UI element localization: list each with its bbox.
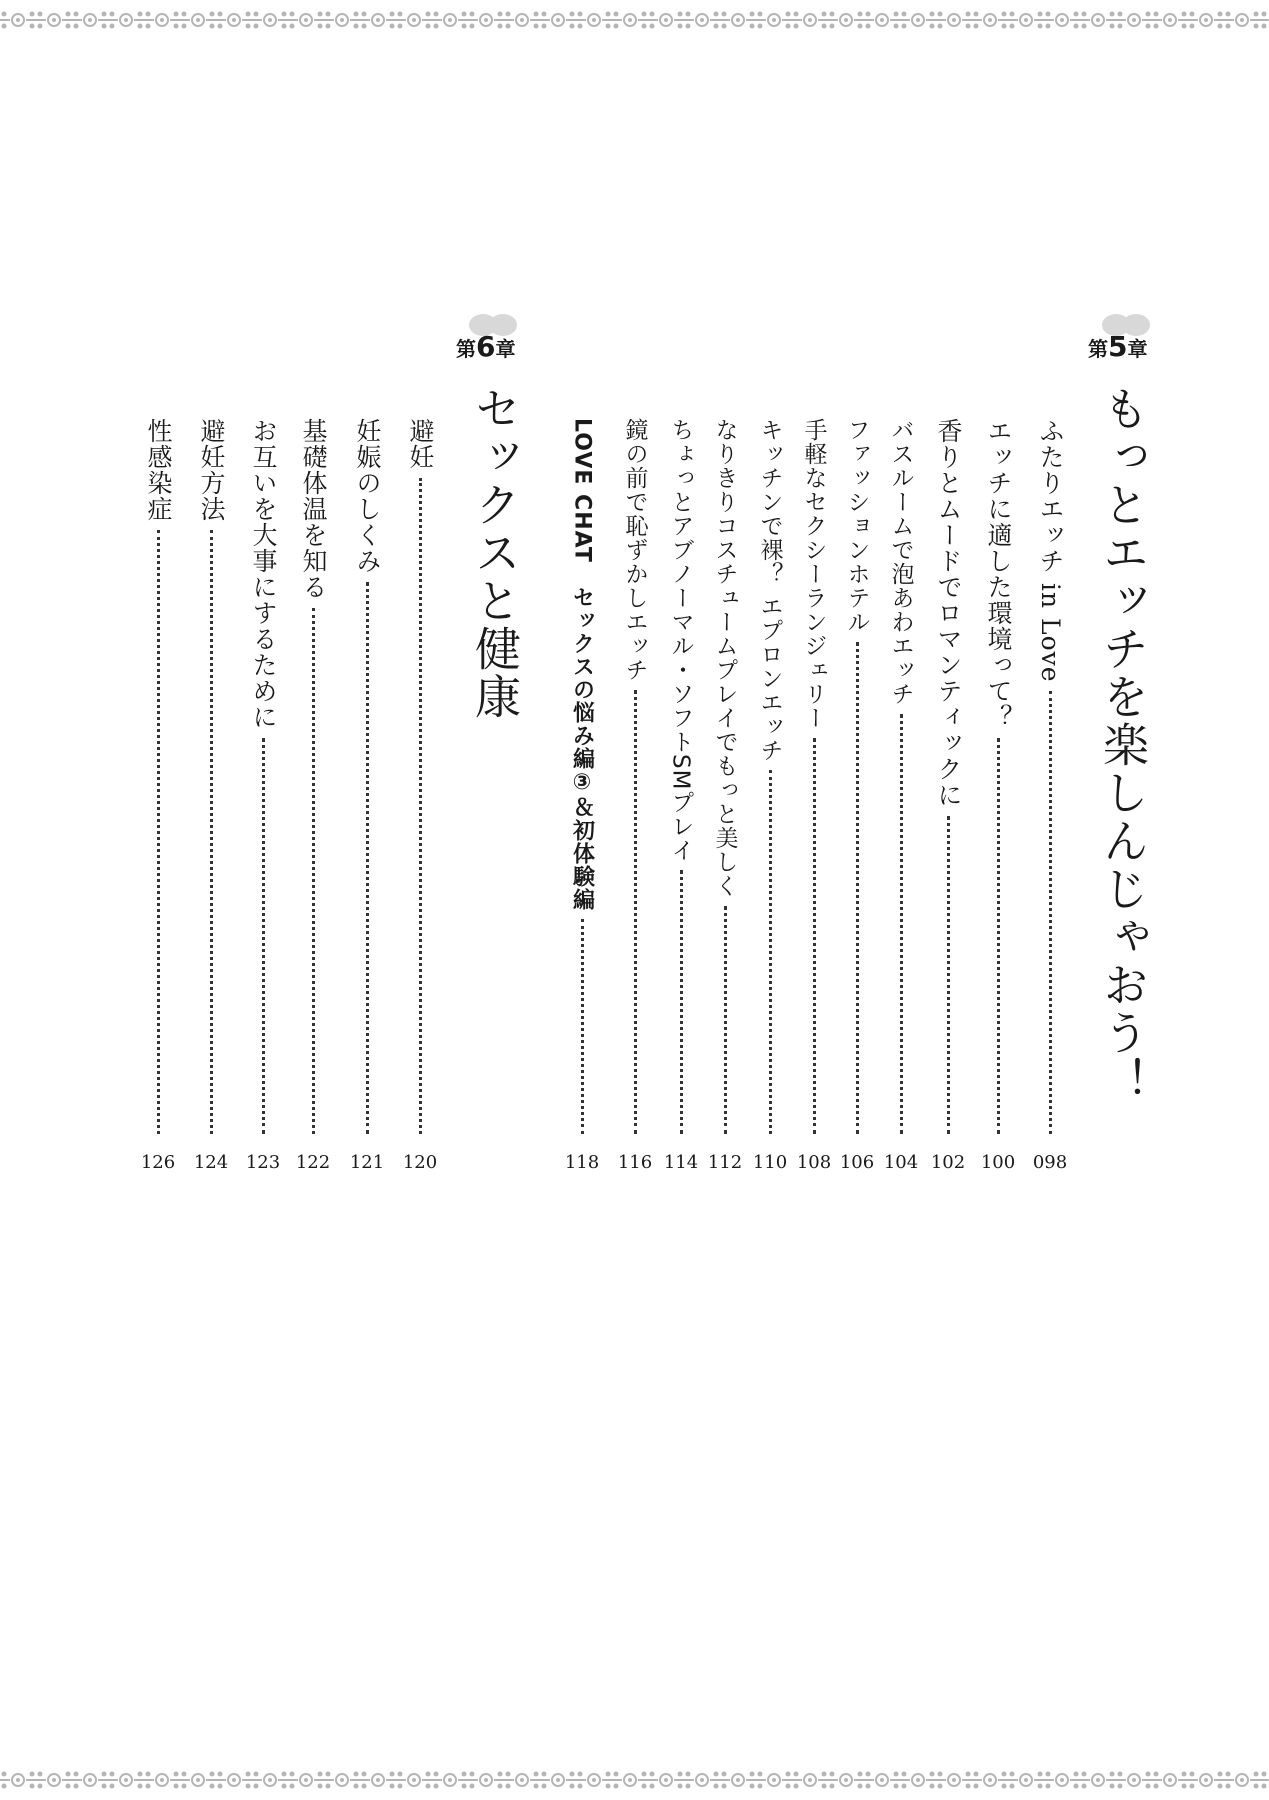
chapter5-label: 第5章 — [1088, 330, 1148, 363]
page-number: 110 — [752, 1152, 788, 1173]
toc-entry[interactable]: ちょっとアブノーマル・ソフトSMプレイ — [664, 418, 698, 1138]
page-number: 124 — [193, 1152, 229, 1173]
top-lace-border — [0, 0, 1269, 40]
page-number: 106 — [839, 1152, 875, 1173]
toc-entry[interactable]: バスルームで泡あわエッチ — [884, 418, 918, 1138]
toc-entry[interactable]: 基礎体温を知る — [296, 418, 330, 1138]
toc-entry[interactable]: 性感染症 — [141, 418, 175, 1138]
page-number: 120 — [402, 1152, 438, 1173]
page-number: 100 — [980, 1152, 1016, 1173]
toc-entry[interactable]: 妊娠のしくみ — [350, 418, 384, 1138]
toc-entry-love-chat[interactable]: LOVE CHAT セックスの悩み編③＆初体験編 — [565, 418, 599, 1138]
toc-entry[interactable]: 避妊 — [403, 418, 437, 1138]
page-number: 098 — [1032, 1152, 1068, 1173]
page-number: 102 — [930, 1152, 966, 1173]
toc-entry[interactable]: 香りとムードでロマンティックに — [931, 418, 965, 1138]
toc-entry[interactable]: 避妊方法 — [194, 418, 228, 1138]
page-number: 104 — [883, 1152, 919, 1173]
chapter6-label: 第6章 — [456, 330, 516, 363]
toc-entry[interactable]: キッチンで裸？ エプロンエッチ — [753, 418, 787, 1138]
toc-entry[interactable]: ふたりエッチ in Love — [1033, 418, 1067, 1138]
toc-entry[interactable]: エッチに適した環境って？ — [981, 418, 1015, 1138]
toc-entry[interactable]: ファッションホテル — [840, 418, 874, 1138]
bottom-lace-border — [0, 1760, 1269, 1800]
page-number: 121 — [349, 1152, 385, 1173]
page-number: 123 — [245, 1152, 281, 1173]
page-number: 122 — [295, 1152, 331, 1173]
toc-entry[interactable]: なりきりコスチュームプレイでもっと美しく — [708, 418, 742, 1138]
toc-entry[interactable]: 鏡の前で恥ずかしエッチ — [618, 418, 652, 1138]
page-number: 114 — [663, 1152, 699, 1173]
page-number: 118 — [564, 1152, 600, 1173]
chapter5-title: もっとエッチを楽しんじゃおう！ — [1096, 385, 1150, 1105]
page-number: 108 — [796, 1152, 832, 1173]
page-number: 126 — [140, 1152, 176, 1173]
page-number: 116 — [617, 1152, 653, 1173]
toc-entry[interactable]: お互いを大事にするために — [246, 418, 280, 1138]
page-number: 112 — [707, 1152, 743, 1173]
toc-entry[interactable]: 手軽なセクシーランジェリー — [797, 418, 831, 1138]
chapter6-title: セックスと健康 — [468, 385, 522, 721]
